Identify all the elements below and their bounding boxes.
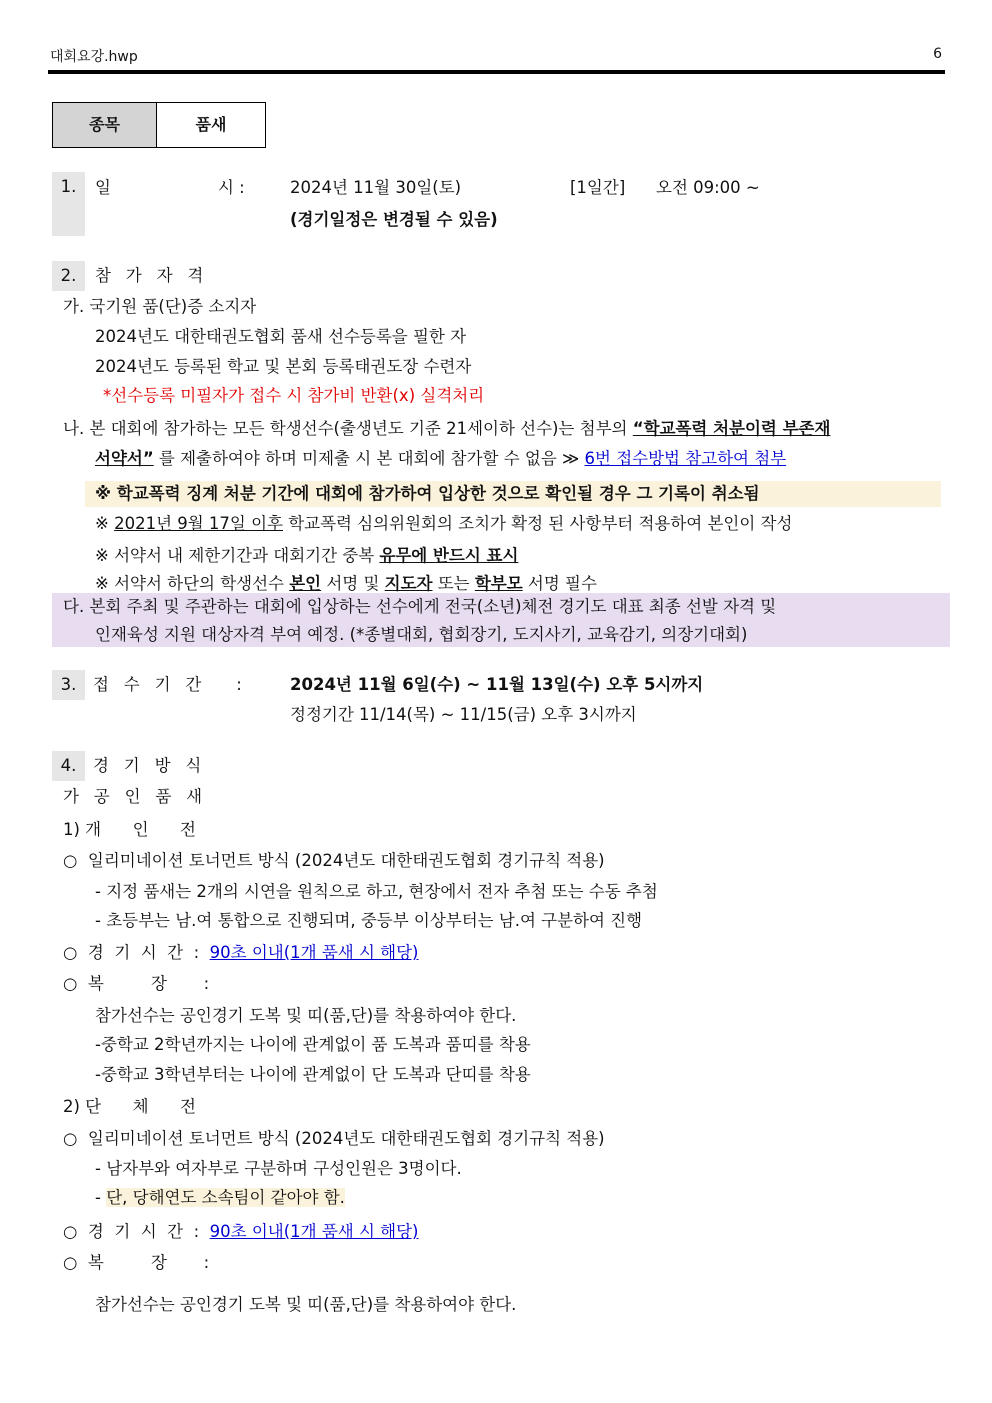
eligibility-na-line-1: 나. 본 대회에 참가하는 모든 학생선수(출생년도 기준 21세이하 선수)는 첨부의 “학교폭력 처분이력 부존재 — [63, 419, 831, 438]
section-1-number: 1. — [52, 172, 85, 236]
individual-time: ○ 경 기 시 간 : 90초 이내(1개 품새 시 해당) — [63, 943, 419, 962]
note-date-applies: ※ 2021년 9월 17일 이후 학교폭력 심의위원회의 조치가 확정 된 사항부터 적용하여 본인이 작성 — [95, 514, 793, 533]
individual-heading: 1) 개 인 전 — [63, 820, 196, 839]
registration-warning: *선수등록 미필자가 접수 시 참가비 반환(x) 실격처리 — [103, 386, 485, 405]
schedule-note: (경기일정은 변경될 수 있음) — [290, 210, 498, 229]
eligibility-ga-line-1: 2024년도 대한태권도협회 품새 선수등록을 필한 자 — [95, 327, 467, 346]
page-number: 6 — [933, 46, 942, 62]
individual-detail-1: - 지정 품새는 2개의 시연을 원칙으로 하고, 현장에서 전자 추첨 또는 수동 추첨 — [95, 882, 658, 901]
category-label-cell: 종목 — [53, 103, 157, 147]
individual-time-value: 90초 이내(1개 품새 시 해당) — [209, 943, 419, 962]
eligibility-ga-line-2: 2024년도 등록된 학교 및 본회 등록태권도장 수련자 — [95, 357, 472, 376]
event-date: 2024년 11월 30일(토) — [290, 178, 462, 197]
note-mark-overlap: ※ 서약서 내 제한기간과 대회기간 중복 유무에 반드시 표시 — [95, 546, 519, 565]
registration-period: 2024년 11월 6일(수) ~ 11월 13일(수) 오후 5시까지 — [290, 675, 704, 694]
section-4-subtitle: 가공인품새 — [63, 787, 217, 806]
eligibility-ga: 가. 국기원 품(단)증 소지자 — [63, 297, 257, 316]
header-divider — [48, 70, 945, 74]
team-detail-1: - 남자부와 여자부로 구분하며 구성인원은 3명이다. — [95, 1159, 462, 1178]
individual-uniform-3: -중학교 3학년부터는 나이에 관계없이 단 도복과 단띠를 착용 — [95, 1065, 531, 1084]
section-3-number: 3. — [52, 670, 85, 700]
team-time: ○ 경 기 시 간 : 90초 이내(1개 품새 시 해당) — [63, 1222, 419, 1241]
team-detail-2: - 단, 당해연도 소속팀이 같아야 함. — [95, 1188, 345, 1207]
team-uniform-label: ○ 복 장 : — [63, 1253, 210, 1272]
team-method: ○ 일리미네이션 토너먼트 방식 (2024년도 대한태권도협회 경기규칙 적용) — [63, 1129, 605, 1148]
category-table — [52, 102, 266, 148]
individual-uniform-label: ○ 복 장 : — [63, 974, 210, 993]
team-heading: 2) 단 체 전 — [63, 1097, 196, 1116]
document-filename: 대회요강.hwp — [50, 49, 138, 65]
section-1-label-time: 시 : — [218, 178, 245, 197]
section-2-number: 2. — [52, 261, 85, 291]
note-record-cancel: ※ 학교폭력 징계 처분 기간에 대회에 참가하여 입상한 것으로 확인될 경우 그 기록이 취소됨 — [95, 484, 760, 503]
eligibility-da-line-2: 인재육성 지원 대상자격 부여 예정. (*종별대회, 협회장기, 도지사기, 교육감기, 의장기대회) — [95, 625, 748, 644]
section-4-number: 4. — [52, 751, 85, 781]
event-duration: [1일간] — [570, 178, 626, 197]
eligibility-da-line-1: 다. 본회 주최 및 주관하는 대회에 입상하는 선수에게 전국(소년)체전 경기도 대표 최종 선발 자격 및 — [63, 597, 777, 616]
team-time-value: 90초 이내(1개 품새 시 해당) — [209, 1222, 419, 1241]
correction-period: 정정기간 11/14(목) ~ 11/15(금) 오후 3시까지 — [290, 705, 637, 724]
section-2-title: 참가자격 — [95, 266, 219, 285]
note-signature: ※ 서약서 하단의 학생선수 본인 서명 및 지도자 또는 학부모 서명 필수 — [95, 574, 597, 593]
individual-uniform-2: -중학교 2학년까지는 나이에 관계없이 품 도복과 품띠를 착용 — [95, 1035, 531, 1054]
section-1-label-day: 일 — [95, 178, 111, 197]
section-3-title: 접수기간 : — [93, 675, 257, 694]
attachment-link[interactable]: 6번 접수방법 참고하여 첨부 — [584, 449, 787, 468]
individual-method: ○ 일리미네이션 토너먼트 방식 (2024년도 대한태권도협회 경기규칙 적용) — [63, 851, 605, 870]
category-value-cell: 품새 — [157, 103, 265, 147]
section-4-title: 경기방식 — [93, 756, 217, 775]
event-start-time: 오전 09:00 ~ — [656, 178, 760, 197]
individual-detail-2: - 초등부는 남.여 통합으로 진행되며, 중등부 이상부터는 남.여 구분하여 진행 — [95, 911, 643, 930]
team-uniform-1: 참가선수는 공인경기 도복 및 띠(품,단)를 착용하여야 한다. — [95, 1295, 517, 1314]
individual-uniform-1: 참가선수는 공인경기 도복 및 띠(품,단)를 착용하여야 한다. — [95, 1006, 517, 1025]
eligibility-na-line-2: 서약서” 를 제출하여야 하며 미제출 시 본 대회에 참가할 수 없음 ≫ 6번 접수방법 참고하여 첨부 — [95, 449, 787, 468]
